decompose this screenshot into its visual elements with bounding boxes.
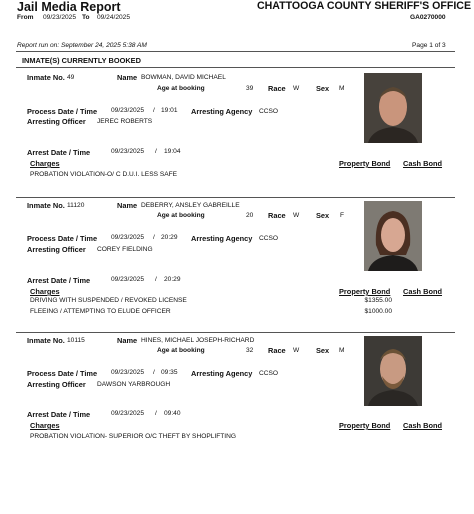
charge-text: FLEEING / ATTEMPTING TO ELUDE OFFICER [30,308,171,315]
charges-heading: Charges [30,287,60,296]
separator: / [155,148,157,155]
sex: M [339,85,345,92]
process-date-label: Process Date / Time [27,107,98,116]
arresting-officer: COREY FIELDING [97,246,153,253]
process-date: 09/23/2025 [111,234,145,241]
agency-label: Arresting Agency [191,107,253,116]
charges-heading: Charges [30,421,60,430]
separator: / [153,234,155,241]
race-label: Race [268,346,286,355]
arrest-date-label: Arrest Date / Time [27,148,91,157]
inmate-name: BOWMAN, DAVID MICHAEL [141,74,226,81]
cash-bond-heading: Cash Bond [403,421,443,430]
divider [16,332,455,333]
process-time: 20:29 [161,234,178,241]
ori-code: GA0270000 [410,14,446,21]
process-time: 19:01 [161,107,178,114]
inmate-no: 49 [67,74,75,81]
property-bond-amount: $1000.00 [364,308,392,315]
age: 32 [246,347,254,354]
to-date: 09/24/2025 [97,14,131,21]
charges-heading: Charges [30,159,60,168]
sex: M [339,347,345,354]
property-bond-heading: Property Bond [339,287,391,296]
divider [16,51,455,52]
charge-text: DRIVING WITH SUSPENDED / REVOKED LICENSE [30,297,187,304]
separator: / [153,369,155,376]
officer-label: Arresting Officer [27,245,86,254]
section-title: INMATE(S) CURRENTLY BOOKED [22,56,141,65]
cash-bond-heading: Cash Bond [403,287,443,296]
page-number: Page 1 of 3 [412,42,446,49]
process-time: 09:35 [161,369,178,376]
name-label: Name [117,73,138,82]
process-date-label: Process Date / Time [27,369,98,378]
from-date: 09/23/2025 [43,14,77,21]
sex-label: Sex [316,346,330,355]
agency-name: CHATTOOGA COUNTY SHERIFF'S OFFICE [257,0,472,12]
from-label: From [17,14,34,21]
race-label: Race [268,84,286,93]
charge-text: PROBATION VIOLATION-O/ C D.U.I. LESS SAFE [30,171,178,178]
divider [16,197,455,198]
property-bond-heading: Property Bond [339,421,391,430]
agency-label: Arresting Agency [191,369,253,378]
arrest-date: 09/23/2025 [111,148,145,155]
inmate-photo [364,201,422,271]
to-label: To [82,14,90,21]
process-date: 09/23/2025 [111,107,145,114]
name-label: Name [117,336,138,345]
race: W [293,212,300,219]
age: 20 [246,212,254,219]
arrest-time: 19:04 [164,148,181,155]
arrest-date-label: Arrest Date / Time [27,276,91,285]
inmate-no: 11120 [67,202,85,209]
process-date-label: Process Date / Time [27,234,98,243]
name-label: Name [117,201,138,210]
inmate-photo [364,336,422,406]
race: W [293,347,300,354]
separator: / [155,410,157,417]
officer-label: Arresting Officer [27,117,86,126]
age: 39 [246,85,254,92]
cash-bond-heading: Cash Bond [403,159,443,168]
age-label: Age at booking [157,212,205,219]
arrest-date: 09/23/2025 [111,410,145,417]
arresting-agency: CCSO [259,370,279,377]
arrest-time: 20:29 [164,276,181,283]
arrest-date: 09/23/2025 [111,276,145,283]
inmate-no-label: Inmate No. [27,201,65,210]
sex-label: Sex [316,211,330,220]
arrest-date-label: Arrest Date / Time [27,410,91,419]
sex-label: Sex [316,84,330,93]
arresting-agency: CCSO [259,235,279,242]
divider [16,67,455,68]
property-bond-amount: $1355.00 [364,297,392,304]
charge-text: PROBATION VIOLATION- SUPERIOR O/C THEFT BY SHOPLIFTING [30,433,237,440]
separator: / [155,276,157,283]
sex: F [340,212,345,219]
arrest-time: 09:40 [164,410,181,417]
race: W [293,85,300,92]
inmate-photo [364,73,422,143]
inmate-name: DEBERRY, ANSLEY GABREILLE [141,202,240,209]
inmate-no: 10115 [67,337,85,344]
officer-label: Arresting Officer [27,380,86,389]
report-title: Jail Media Report [17,0,121,14]
age-label: Age at booking [157,347,205,354]
process-date: 09/23/2025 [111,369,145,376]
race-label: Race [268,211,286,220]
inmate-name: HINES, MICHAEL JOSEPH-RICHARD [141,337,255,344]
agency-label: Arresting Agency [191,234,253,243]
arresting-agency: CCSO [259,108,279,115]
arresting-officer: DAWSON YARBROUGH [97,381,171,388]
inmate-no-label: Inmate No. [27,336,65,345]
property-bond-heading: Property Bond [339,159,391,168]
age-label: Age at booking [157,85,205,92]
run-date: Report run on: September 24, 2025 5:38 AM [17,42,147,49]
arresting-officer: JEREC ROBERTS [97,118,153,125]
separator: / [153,107,155,114]
inmate-no-label: Inmate No. [27,73,65,82]
